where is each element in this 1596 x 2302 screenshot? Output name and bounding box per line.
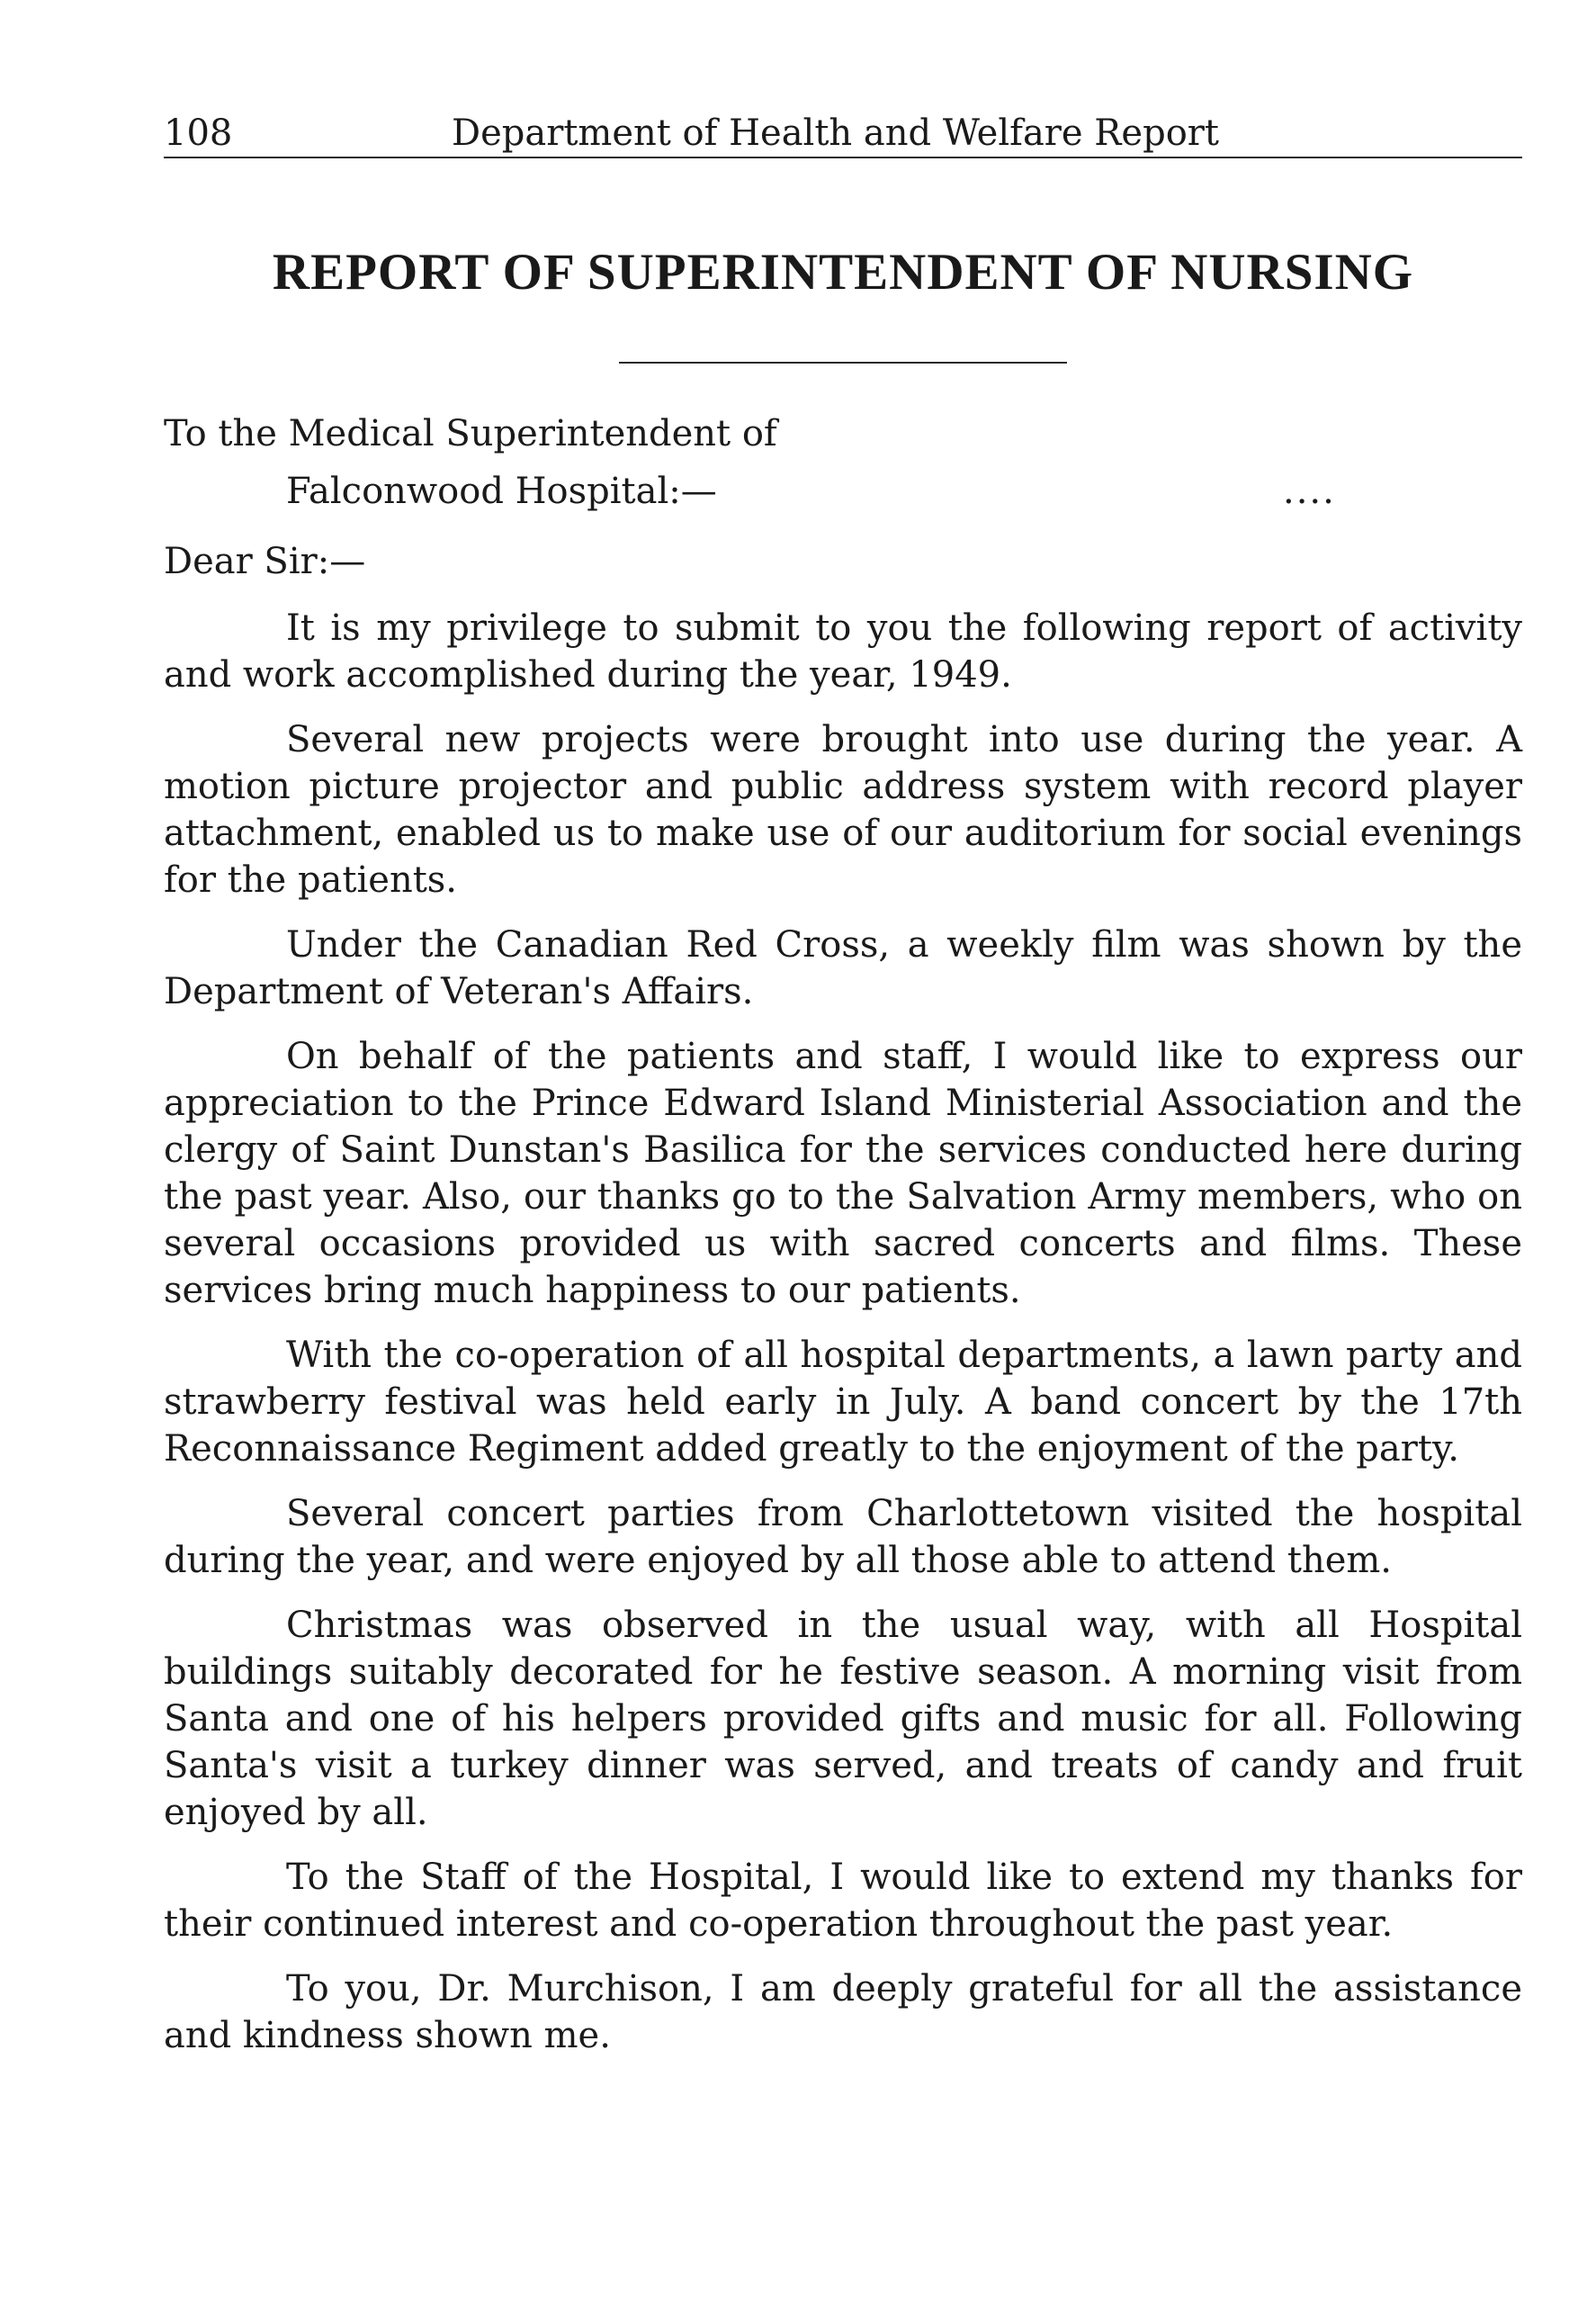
dot-leader: .... (1283, 471, 1336, 512)
paragraph: On behalf of the patients and staff, I would like to express our appreciation to the Prince Edward Island Ministerial Association and the clergy of Saint Dunstan's Basilica for the services conducted here during the past year. Also, our thanks go to the Salvation Army members, who on several occasions provided us with sacred concerts and films. These services bring much happiness to our patients. (164, 1036, 1522, 1311)
header-rule (164, 157, 1522, 158)
running-title: Department of Health and Welfare Report (452, 112, 1219, 154)
report-body (164, 605, 1522, 2077)
salutation: Dear Sir:— (164, 541, 366, 582)
title-rule (619, 362, 1067, 364)
paragraph: Under the Canadian Red Cross, a weekly film was shown by the Department of Veteran's Affairs. (164, 924, 1522, 1012)
paragraph: Christmas was observed in the usual way, with all Hospital buildings suitably decorated for he festive season. A morning visit from Santa and one of his helpers provided gifts and music for all. Following Santa's visit a turkey dinner was served, and treats of candy and fruit enjoyed by all. (164, 1605, 1522, 1833)
paragraph: Several new projects were brought into use during the year. A motion picture projector and public address system with record player attachment, enabled us to make use of our auditorium for social evenings for the patients. (164, 719, 1522, 901)
running-header (164, 108, 1522, 158)
paragraph: With the co-operation of all hospital departments, a lawn party and strawberry festival was held early in July. A band concert by the 17th Reconnaissance Regiment added greatly to the enjoyment of the party. (164, 1335, 1522, 1470)
page-number: 108 (164, 112, 233, 154)
paragraph: To the Staff of the Hospital, I would like to extend my thanks for their continued interest and co-operation throughout the past year. (164, 1857, 1522, 1945)
paragraph: Several concert parties from Charlottetown visited the hospital during the year, and were enjoyed by all those able to attend them. (164, 1493, 1522, 1581)
addressee-line-2: Falconwood Hospital:— (286, 471, 717, 512)
report-title: REPORT OF SUPERINTENDENT OF NURSING (272, 244, 1414, 301)
addressee-line-1: To the Medical Superintendent of (164, 413, 777, 454)
paragraph: To you, Dr. Murchison, I am deeply grateful for all the assistance and kindness shown me. (164, 1968, 1522, 2056)
paragraph: It is my privilege to submit to you the following report of activity and work accomplished during the year, 1949. (164, 607, 1522, 696)
